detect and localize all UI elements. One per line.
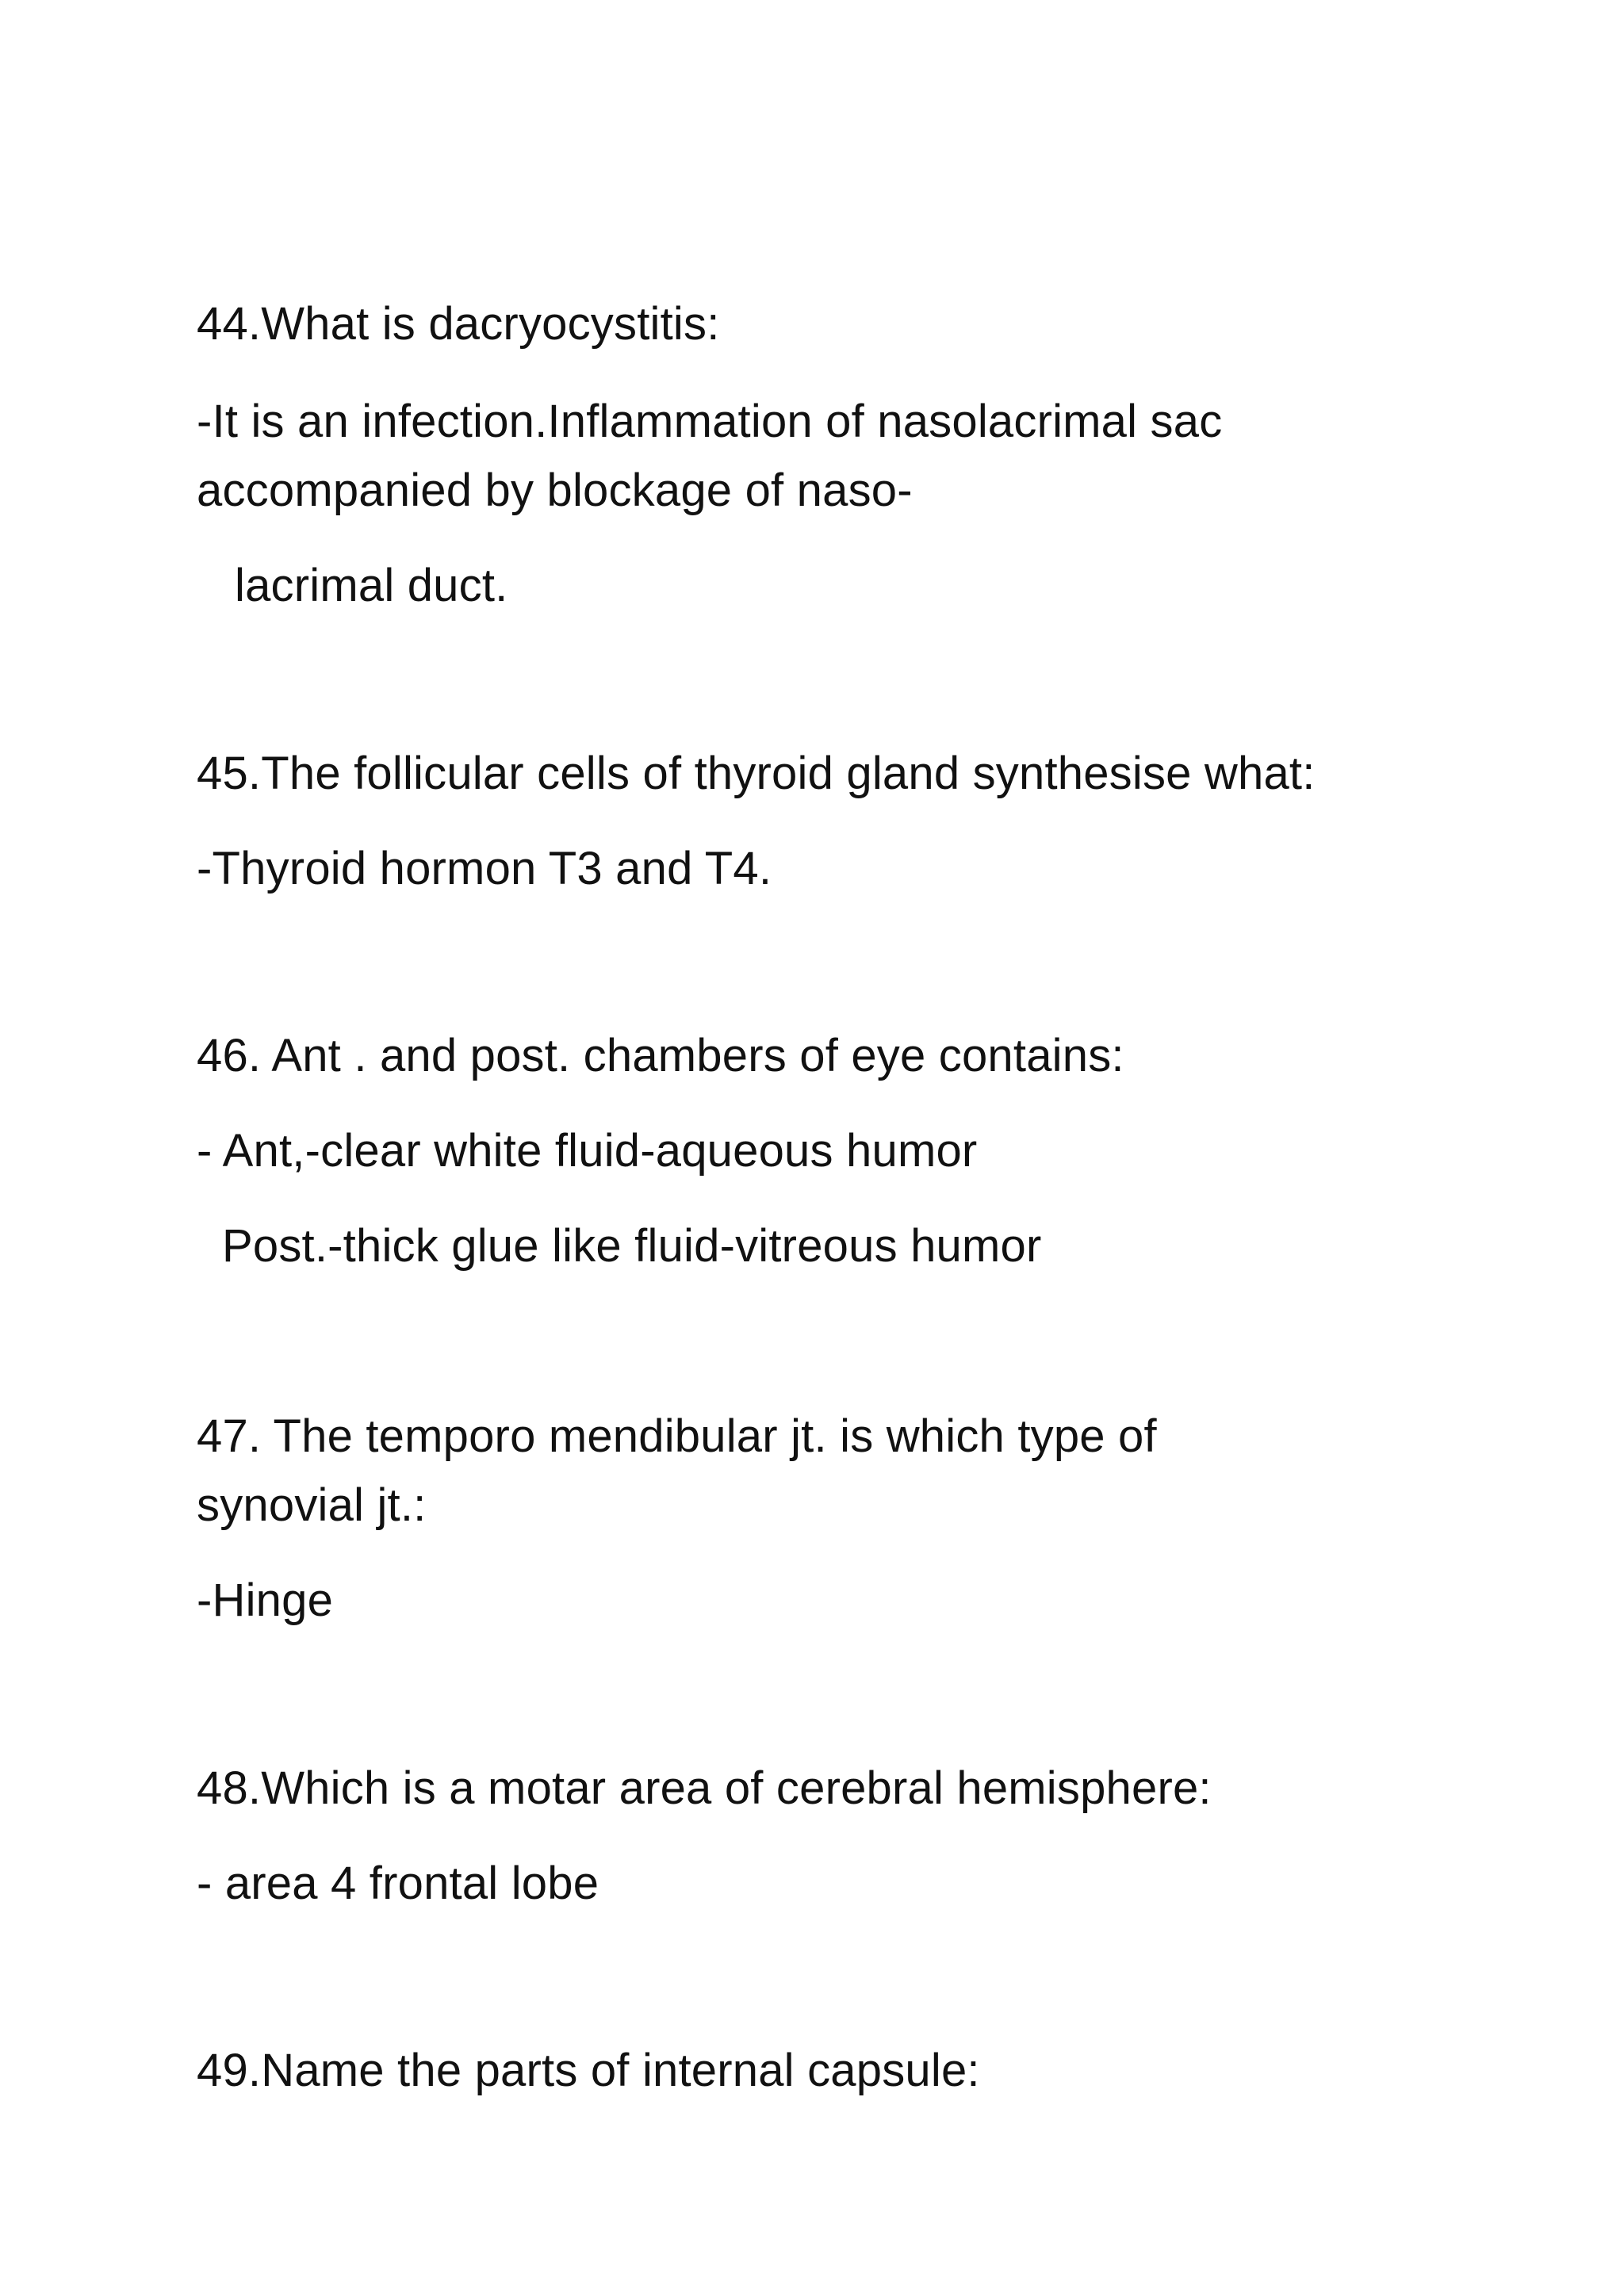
answer-44-line-2: accompanied by blockage of naso- <box>197 465 913 516</box>
question-47-line-1: 47. The temporo mendibular jt. is which type of <box>197 1410 1157 1462</box>
answer-46-line-1: - Ant,-clear white fluid-aqueous humor <box>197 1125 978 1177</box>
answer-47-line-1: -Hinge <box>197 1575 334 1626</box>
answer-44-line-1: -It is an infection.Inflammation of nasolacrimal sac <box>197 396 1223 447</box>
question-49: 49.Name the parts of internal capsule: <box>197 2045 980 2096</box>
question-44: 44.What is dacryocystitis: <box>197 298 720 350</box>
question-45: 45.The follicular cells of thyroid gland synthesise what: <box>197 748 1316 799</box>
answer-45-line-1: -Thyroid hormon T3 and T4. <box>197 843 772 894</box>
answer-46-line-2: Post.-thick glue like fluid-vitreous humor <box>222 1220 1042 1272</box>
question-48: 48.Which is a motar area of cerebral hemisphere: <box>197 1762 1212 1814</box>
answer-44-line-3: lacrimal duct. <box>235 560 508 611</box>
answer-48-line-1: - area 4 frontal lobe <box>197 1858 599 1909</box>
question-46: 46. Ant . and post. chambers of eye contains: <box>197 1030 1124 1081</box>
question-47-line-2: synovial jt.: <box>197 1479 427 1531</box>
